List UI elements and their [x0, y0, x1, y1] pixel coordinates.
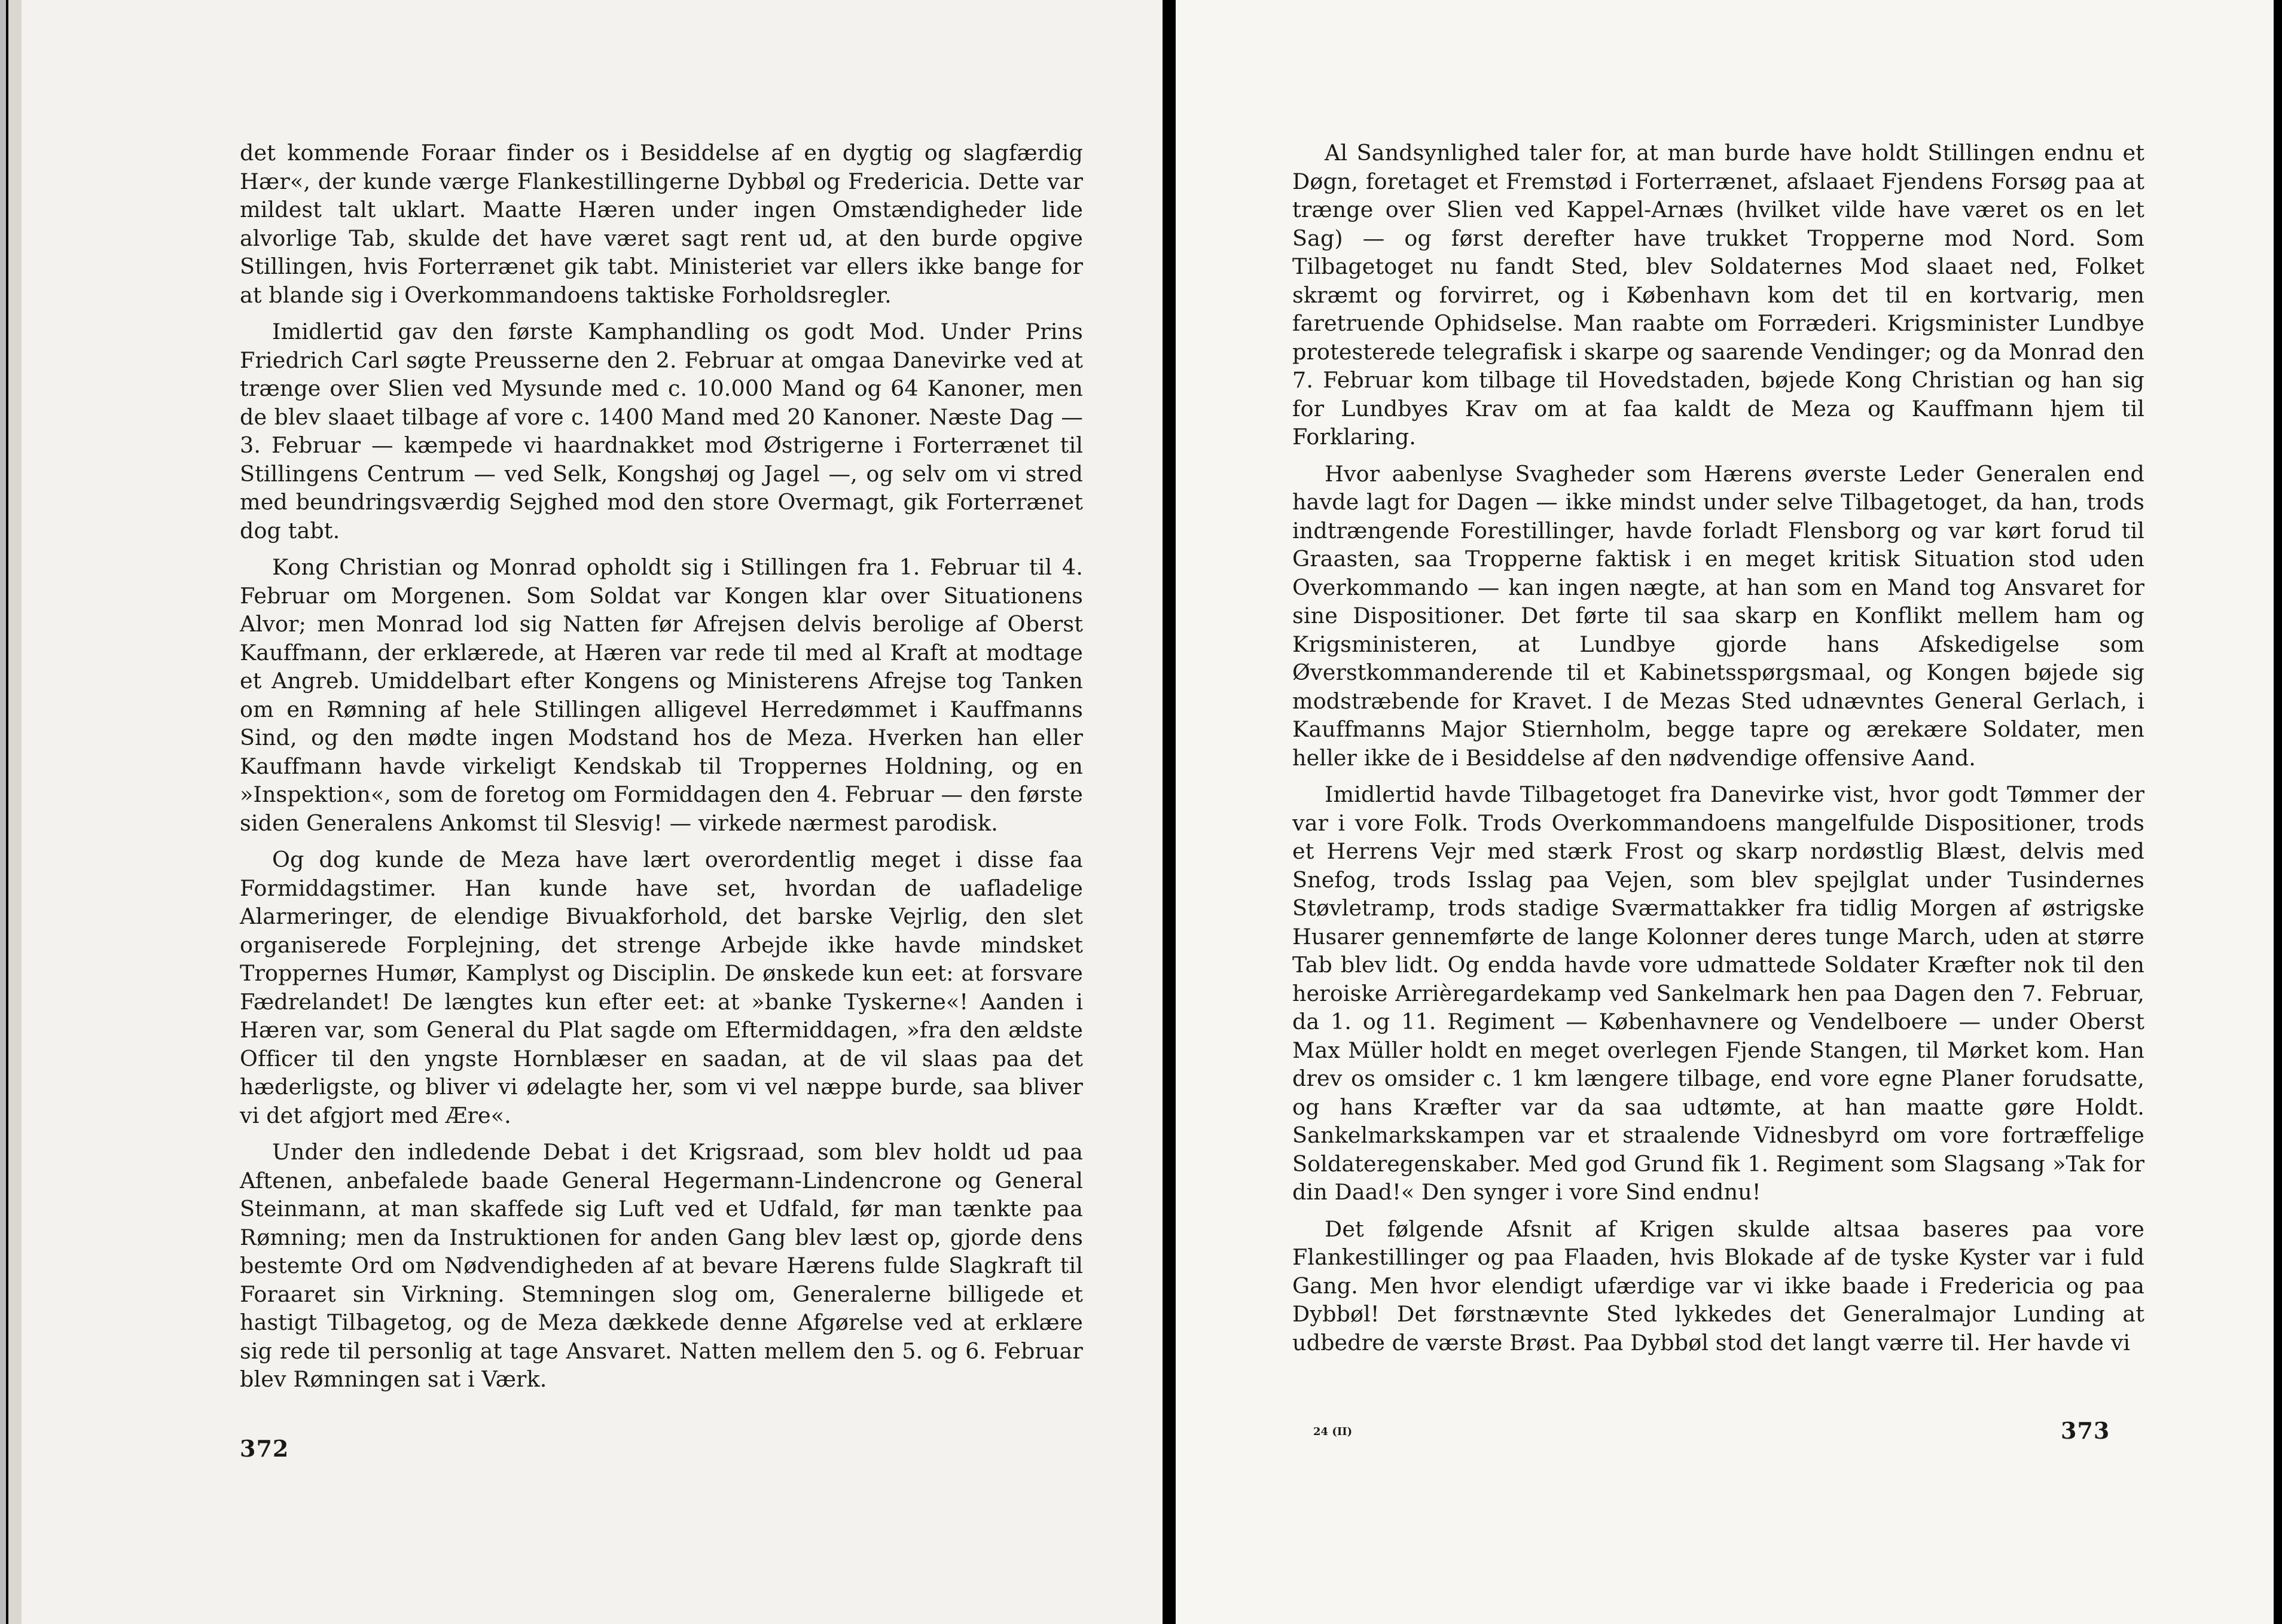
- right-page: [1176, 0, 2274, 1624]
- paragraph: Hvor aabenlyse Svagheder som Hærens øverste Leder Generalen end havde lagt for Dagen — ikke mindst under selve Tilbagetoget, da han, trods indtrængende Forestillinger, havde forladt Flensborg og var kørt forud til Graasten, saa Tropperne faktisk i en meget kritisk Situation stod uden Overkommando — kan ingen nægte, at han som en Mand tog Ansvaret for sine Dispositioner. Det førte til saa skarp en Konflikt mellem ham og Krigsministeren, at Lundbye gjorde hans Afskedigelse som Øverstkommanderende til et Kabinetsspørgsmaal, og Kongen bøjede sig modstræbende for Kravet. I de Mezas Sted udnævntes General Gerlach, i Kauffmanns Major Stiernholm, begge tapre og ærekære Soldater, men heller ikke de i Besiddelse af den nødvendige offensive Aand.: [1292, 460, 2144, 771]
- left-page: [8, 0, 1163, 1624]
- signature-mark: 24 (II): [1313, 1425, 1353, 1438]
- paragraph: det kommende Foraar finder os i Besiddelse af en dygtig og slagfærdig Hær«, der kunde værge Flankestillingerne Dybbøl og Fredericia. Dette var mildest talt uklart. Maatte Hæren under ingen Omstændigheder lide alvorlige Tab, skulde det have været sagt rent ud, at den burde opgive Stillingen, hvis Forterrænet gik tabt. Ministeriet var ellers ikke bange for at blande sig i Overkommandoens taktiske Forholdsregler.: [240, 140, 1083, 308]
- right-page-text: [1292, 139, 2144, 1365]
- paragraph: Og dog kunde de Meza have lært overordentlig meget i disse faa Formiddagstimer. Han kunde have set, hvordan de uafladelige Alarmeringer, de elendige Bivuakforhold, det barske Vejrlig, den slet organiserede Forplejning, det strenge Arbejde ikke havde mindsket Troppernes Humør, Kamplyst og Disciplin. De ønskede kun eet: at forsvare Fædrelandet! De længtes kun efter eet: at »banke Tyskerne«! Aanden i Hæren var, som General du Plat sagde om Eftermiddagen, »fra den ældste Officer til den yngste Hornblæser en saadan, at de vil slaas paa det hæderligste, og bliver vi ødelagte her, som vi vel næppe burde, saa bliver vi det afgjort med Ære«.: [240, 847, 1083, 1128]
- paragraph: Under den indledende Debat i det Krigsraad, som blev holdt ud paa Aftenen, anbefalede baade General Hegermann-Lindencrone og General Steinmann, at man skaffede sig Luft ved et Udfald, før man tænkte paa Rømning; men da Instruktionen for anden Gang blev læst op, gjorde dens bestemte Ord om Nødvendigheden af at bevare Hærens fulde Slagkraft til Foraaret sin Virkning. Stemningen slog om, Generalerne billigede et hastigt Tilbagetog, og de Meza dækkede denne Afgørelse ved at erklære sig rede til personlig at tage Ansvaret. Natten mellem den 5. og 6. Februar blev Rømningen sat i Værk.: [240, 1139, 1083, 1392]
- paragraph: Kong Christian og Monrad opholdt sig i Stillingen fra 1. Februar til 4. Februar om Morgenen. Som Soldat var Kongen klar over Situationens Alvor; men Monrad lod sig Natten før Afrejsen delvis berolige af Oberst Kauffmann, der erklærede, at Hæren var rede til med al Kraft at modtage et Angreb. Umiddelbart efter Kongens og Ministerens Afrejse tog Tanken om en Rømning af hele Stillingen alligevel Herredømmet i Kauffmanns Sind, og den mødte ingen Modstand hos de Meza. Hverken han eller Kauffmann havde virkeligt Kendskab til Troppernes Holdning, og en »Inspektion«, som de foretog om Formiddagen den 4. Februar — den første siden Generalens Ankomst til Slesvig! — virkede nærmest parodisk.: [240, 554, 1083, 836]
- paragraph: Al Sandsynlighed taler for, at man burde have holdt Stillingen endnu et Døgn, foretaget et Fremstød i Forterrænet, afslaaet Fjendens Forsøg paa at trænge over Slien ved Kappel-Arnæs (hvilket vilde have været os en let Sag) — og først derefter have trukket Tropperne mod Nord. Som Tilbagetoget nu fandt Sted, blev Soldaternes Mod slaaet ned, Folket skræmt og forvirret, og i København kom det til en kortvarig, men faretruende Ophidselse. Man raabte om Forræderi. Krigsminister Lundbye protesterede telegrafisk i skarpe og saarende Vendinger; og da Monrad den 7. Februar kom tilbage til Hovedstaden, bøjede Kong Christian og han sig for Lundbyes Krav om at faa kaldt de Meza og Kauffmann hjem til Forklaring.: [1292, 140, 2144, 450]
- paragraph: Det følgende Afsnit af Krigen skulde altsaa baseres paa vore Flankestillinger og paa Flaaden, hvis Blokade af de tyske Kyster var i fuld Gang. Men hvor elendigt ufærdige var vi ikke baade i Fredericia og paa Dybbøl! Det førstnævnte Sted lykkedes det Generalmajor Lunding at udbedre de værste Brøst. Paa Dybbøl stod det langt værre til. Her havde vi: [1292, 1216, 2144, 1356]
- left-page-text: [240, 139, 1083, 1402]
- page-number-left: 372: [240, 1435, 289, 1462]
- paragraph: Imidlertid havde Tilbagetoget fra Danevirke vist, hvor godt Tømmer der var i vore Folk. Trods Overkommandoens mangelfulde Dispositioner, trods et Herrens Vejr med stærk Frost og skarp nordøstlig Blæst, delvis med Snefog, trods Isslag paa Vejen, som blev spejlglat under Tusindernes Støvletramp, trods stadige Sværmattakker fra tidlig Morgen af østrigske Husarer gennemførte de lange Kolonner deres tunge March, uden at større Tab blev lidt. Og endda havde vore udmattede Soldater Kræfter nok til den heroiske Arrièregardekamp ved Sankelmark hen paa Dagen den 7. Februar, da 1. og 11. Regiment — Københavnere og Vendelboere — under Oberst Max Müller holdt en meget overlegen Fjende Stangen, til Mørket kom. Han drev os omsider c. 1 km længere tilbage, end vore egne Planer forudsatte, og hans Kræfter var da saa udtømte, at han maatte gøre Holdt. Sankelmarkskampen var et straalende Vidnesbyrd om vore fortræffelige Soldateregenskaber. Med god Grund fik 1. Regiment som Slagsang »Tak for din Daad!« Den synger i vore Sind endnu!: [1292, 782, 2144, 1205]
- paragraph: Imidlertid gav den første Kamphandling os godt Mod. Under Prins Friedrich Carl søgte Preusserne den 2. Februar at omgaa Danevirke ved at trænge over Slien ved Mysunde med c. 10.000 Mand og 64 Kanoner, men de blev slaaet tilbage af vore c. 1400 Mand med 20 Kanoner. Næste Dag — 3. Februar — kæmpede vi haardnakket mod Østrigerne i Forterrænet til Stillingens Centrum — ved Selk, Kongshøj og Jagel —, og selv om vi stred med beundringsværdig Sejghed mod den store Overmagt, gik Forterrænet dog tabt.: [240, 319, 1083, 544]
- page-number-right: 373: [2061, 1417, 2110, 1444]
- page-stack-edge: [0, 0, 6, 1624]
